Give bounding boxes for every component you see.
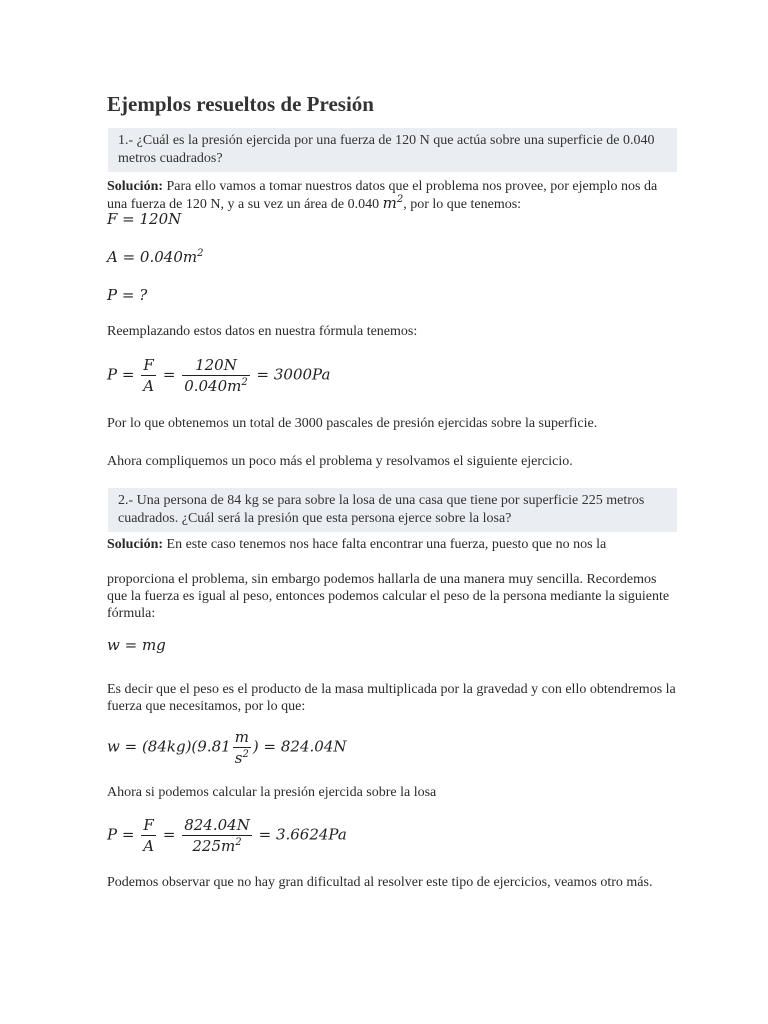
solution-1-unit: $m^2$ — [382, 194, 404, 212]
solution-2-label: Solución: — [107, 537, 164, 552]
weight-product-paragraph: Es decir que el peso es el producto de la masa multiplicada por la gravedad y con ello obtendremos la fuerza que necesitamos, por lo que: — [107, 682, 676, 714]
question-2-box: 2.- Una persona de 84 kg se para sobre la losa de una casa que tiene por superficie 225 metros cuadrados. ¿Cuál será la presión que esta persona ejerce sobre la losa? — [108, 488, 677, 532]
force-equation: F = 120N — [107, 210, 182, 228]
pressure-formula-2: P = $\frac{F}{A}$ = $\frac{824.04N}{225m^2}$ = 3.6624Pa — [107, 816, 347, 855]
solution-1-end: , por lo que tenemos: — [403, 197, 522, 212]
pressure-unknown-equation: P = ? — [107, 286, 148, 304]
solution-2-paragraph — [107, 536, 677, 553]
solution-2-text: En este caso tenemos nos hace falta encontrar una fuerza, puesto que no nos la — [166, 537, 607, 552]
solution-1-paragraph — [107, 178, 677, 213]
fraction-f-over-a-2: $\frac{F}{A}$ — [143, 816, 155, 855]
fraction-values-2: $\frac{824.04N}{225m^2}$ — [184, 816, 250, 855]
replace-paragraph: Reemplazando estos datos en nuestra fórmula tenemos: — [107, 324, 418, 339]
weight-calculation: w = (84kg)(9.81 $\frac{m}{s^2}$ ) = 824.04N — [107, 728, 347, 767]
weight-formula: w = mg — [107, 636, 166, 654]
page-title: Ejemplos resueltos de Presión — [107, 92, 374, 116]
fraction-f-over-a: $\frac{F}{A}$ — [143, 356, 155, 395]
solution-1-label: Solución: — [107, 179, 164, 194]
solution-1-text: Para ello vamos a tomar nuestros datos que el problema nos provee, por ejemplo nos da una fuerza de 120 N, y a su vez un área de 0.040 — [107, 179, 658, 212]
fraction-m-over-s2: $\frac{m}{s^2}$ — [234, 728, 249, 767]
weight-explanation-paragraph: proporciona el problema, sin embargo podemos hallarla de una manera muy sencilla. Recordemos que la fuerza es igual al peso, entonces podemos calcular el peso de la persona mediante la siguiente fórmula: — [107, 572, 670, 621]
closing-paragraph: Podemos observar que no hay gran dificultad al resolver este tipo de ejercicios, veamos otro más. — [107, 875, 653, 890]
pressure-2-intro: Ahora si podemos calcular la presión ejercida sobre la losa — [107, 785, 437, 800]
transition-paragraph: Ahora compliquemos un poco más el problema y resolvamos el siguiente ejercicio. — [107, 454, 573, 469]
area-equation: $A = 0.040m^2$ — [107, 248, 204, 266]
fraction-values-1: $\frac{120N}{0.040m^2}$ — [184, 356, 248, 395]
question-1-box: 1.- ¿Cuál es la presión ejercida por una fuerza de 120 N que actúa sobre una superficie de 0.040 metros cuadrados? — [108, 128, 677, 172]
result-1-paragraph: Por lo que obtenemos un total de 3000 pascales de presión ejercidas sobre la superficie. — [107, 416, 598, 431]
pressure-formula-1: P = $\frac{F}{A}$ = $\frac{120N}{0.040m^2}$ = 3000Pa — [107, 356, 331, 395]
